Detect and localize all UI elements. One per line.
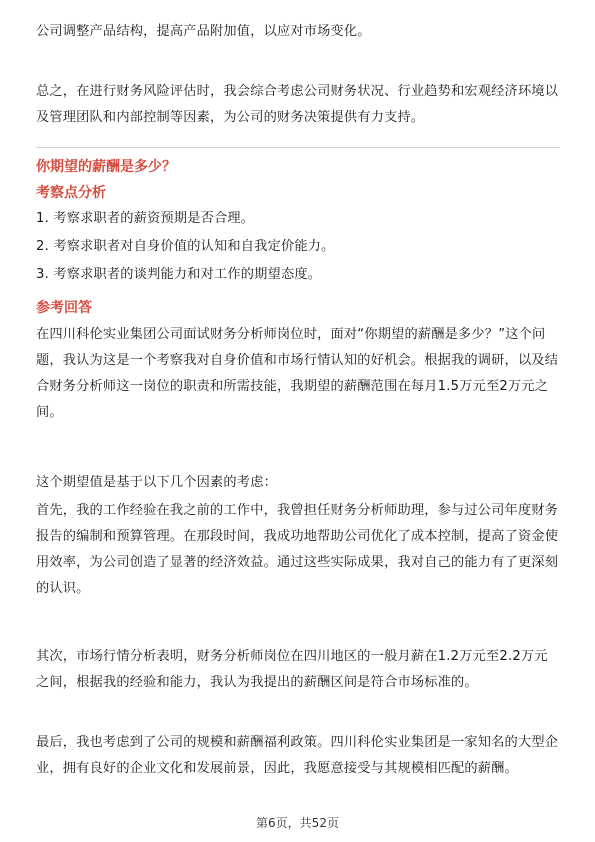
question-title: 你期望的薪酬是多少？: [36, 159, 176, 175]
intro-line: 公司调整产品结构，提高产品附加值，以应对市场变化。: [36, 24, 371, 39]
analysis-heading: 考察点分析: [36, 185, 106, 201]
summary-paragraph: 总之，在进行财务风险评估时，我会综合考虑公司财务状况、行业趋势和宏观经济环境以及管理团队和内部控制等因素，为公司的财务决策提供有力支持。: [36, 84, 559, 125]
section-divider: [36, 147, 560, 148]
analysis-point: 1. 考察求职者的薪资预期是否合理。: [36, 211, 255, 226]
analysis-point: 3. 考察求职者的谈判能力和对工作的期望态度。: [36, 267, 322, 282]
analysis-point: 2. 考察求职者对自身价值的认知和自我定价能力。: [36, 239, 335, 254]
answer-paragraph: 首先，我的工作经验在我之前的工作中，我曾担任财务分析师助理，参与过公司年度财务报告的编制和预算管理。在那段时间，我成功地帮助公司优化了成本控制，提高了资金使用效率，为公司创造了显著的经济效益。通过这些实际成果，我对自己的能力有了更深刻的认识。: [36, 503, 559, 596]
answer-paragraph: 这个期望值是基于以下几个因素的考虑：: [36, 475, 277, 490]
page-number: 第6页，共52页: [256, 816, 339, 830]
answer-paragraph: 其次，市场行情分析表明，财务分析师岗位在四川地区的一般月薪在1.2万元至2.2万元之间，根据我的经验和能力，我认为我提出的薪酬区间是符合市场标准的。: [36, 649, 548, 690]
answer-paragraph: 最后，我也考虑到了公司的规模和薪酬福利政策。四川科伦实业集团是一家知名的大型企业，拥有良好的企业文化和发展前景，因此，我愿意接受与其规模相匹配的薪酬。: [36, 735, 559, 776]
answer-paragraph: 在四川科伦实业集团公司面试财务分析师岗位时，面对“你期望的薪酬是多少？”这个问题，我认为这是一个考察我对自身价值和市场行情认知的好机会。根据我的调研，以及结合财务分析师这一岗位的职责和所需技能，我期望的薪酬范围在每月1.5万元至2万元之间。: [36, 327, 559, 420]
answer-heading: 参考回答: [36, 300, 92, 316]
